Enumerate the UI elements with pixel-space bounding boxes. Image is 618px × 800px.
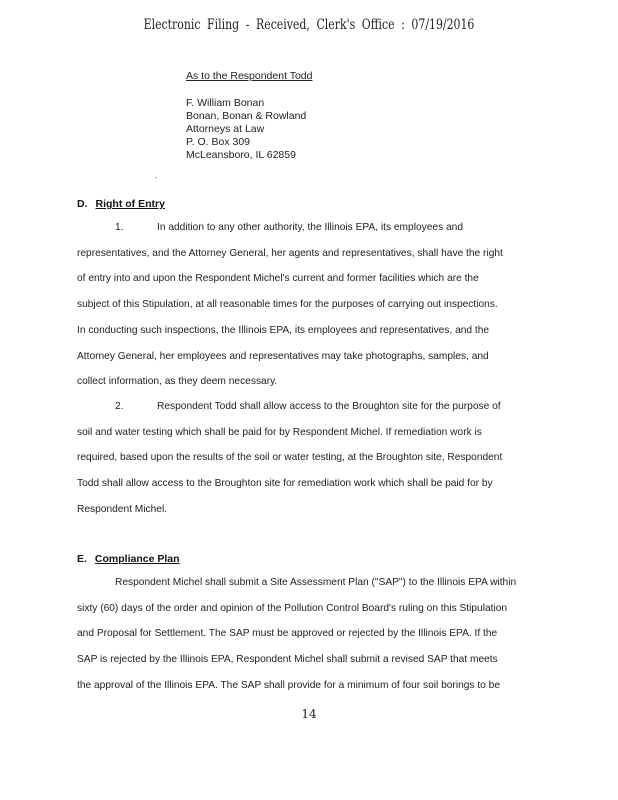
page-number: 14 — [301, 707, 317, 721]
address-line: F. William Bonan — [186, 97, 265, 109]
section-d-heading — [77, 198, 165, 210]
section-d-paragraph-2 — [77, 394, 545, 523]
paragraph-line: soil and water testing which shall be paid for by Respondent Michel. If remediation work is — [77, 426, 482, 438]
section-e-heading — [77, 553, 180, 565]
paragraph-line: collect information, as they deem necessary. — [77, 376, 278, 388]
filing-stamp: Electronic Filing - Received, Clerk's Office : 07/19/2016 — [143, 17, 475, 33]
paragraph-line: and Proposal for Settlement. The SAP must be approved or rejected by the Illinois EPA. If the — [77, 628, 498, 640]
section-e-letter: E. — [77, 553, 87, 565]
section-d-title: Right of Entry — [95, 198, 165, 210]
section-e-paragraph — [77, 570, 545, 699]
address-line: Bonan, Bonan & Rowland — [186, 110, 307, 122]
paragraph-line: required, based upon the results of the soil or water testing, at the Broughton site, Respondent — [77, 452, 503, 464]
paragraph-line: sixty (60) days of the order and opinion of the Pollution Control Board's ruling on this Stipulation — [77, 602, 508, 614]
paragraph-line: In conducting such inspections, the Illinois EPA, its employees and representatives, and the — [77, 324, 490, 336]
paragraph-line: subject of this Stipulation, at all reasonable times for the purposes of carrying out inspections. — [77, 299, 498, 311]
section-e-title: Compliance Plan — [94, 553, 180, 565]
paragraph-line: Respondent Michel shall submit a Site Assessment Plan ("SAP") to the Illinois EPA within — [115, 577, 517, 588]
paragraph-line: Attorney General, her employees and representatives may take photographs, samples, and — [77, 350, 489, 362]
paragraph-line: Todd shall allow access to the Broughton site for remediation work which shall be paid for by — [77, 478, 493, 490]
stray-mark: . — [155, 171, 158, 180]
paragraph-line: Respondent Todd shall allow access to the Broughton site for the purpose of — [157, 401, 501, 412]
address-line: P. O. Box 309 — [186, 136, 251, 148]
paragraph-line: the approval of the Illinois EPA. The SAP shall provide for a minimum of four soil borings to be — [77, 679, 500, 691]
address-line: McLeansboro, IL 62859 — [186, 149, 296, 161]
paragraph-line: SAP is rejected by the Illinois EPA, Respondent Michel shall submit a revised SAP that meets — [77, 654, 498, 666]
address-line: Attorneys at Law — [186, 123, 265, 135]
paragraph-number: 1. — [115, 222, 124, 233]
paragraph-line: Respondent Michel. — [77, 503, 168, 515]
paragraph-line: of entry into and upon the Respondent Michel's current and former facilities which are the — [77, 273, 479, 285]
address-block — [186, 70, 312, 162]
section-d-letter: D. — [77, 198, 88, 210]
address-heading: As to the Respondent Todd — [186, 70, 313, 82]
section-d-paragraph-1 — [77, 215, 545, 395]
paragraph-line: representatives, and the Attorney General, her agents and representatives, shall have the right — [77, 247, 503, 259]
paragraph-line: In addition to any other authority, the Illinois EPA, its employees and — [157, 222, 463, 233]
paragraph-number: 2. — [115, 401, 124, 412]
